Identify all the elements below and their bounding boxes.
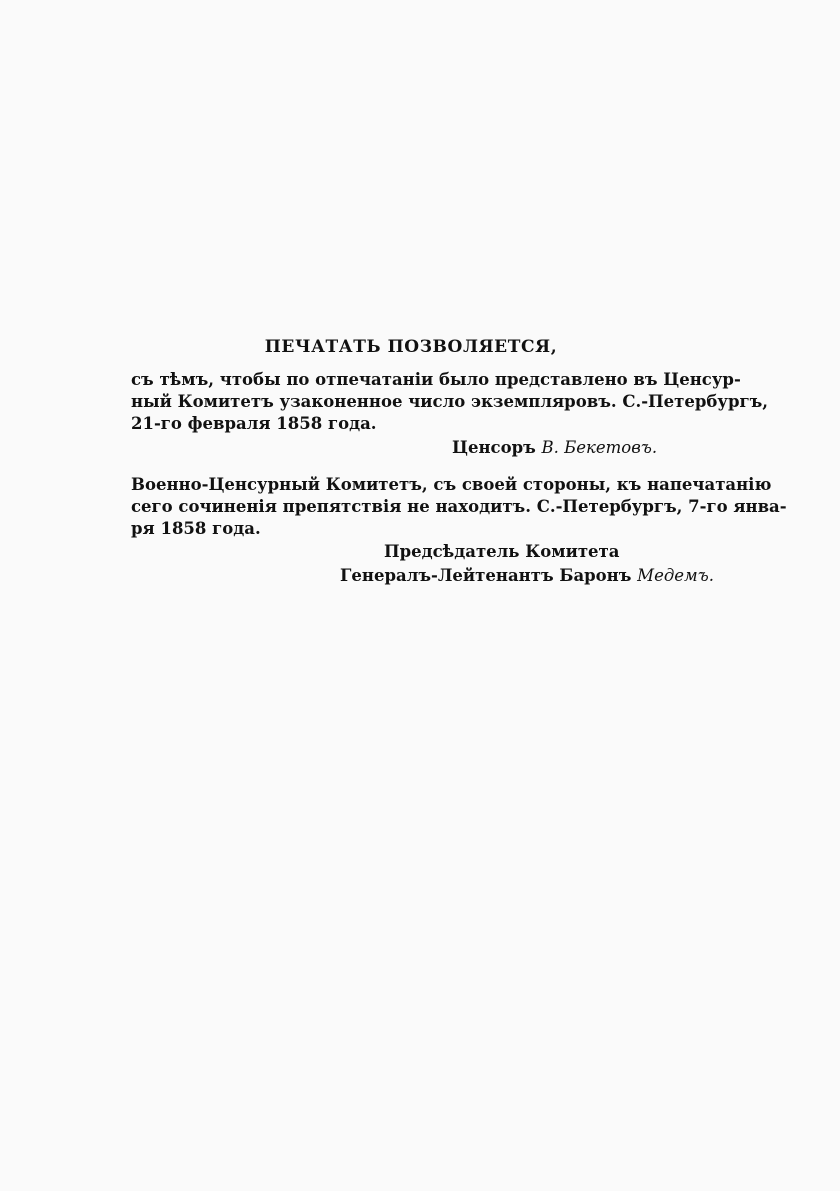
paragraph-line: ря 1858 года. — [131, 519, 261, 538]
paragraph-line: Военно-Ценсурный Комитетъ, съ своей стороны, къ напечатанію — [131, 475, 772, 494]
censor-name: В. Бекетовъ. — [541, 438, 658, 457]
censor-title: Ценсоръ — [452, 438, 536, 457]
censor-permission-paragraph — [131, 369, 769, 435]
chairman-signature — [340, 566, 714, 585]
chairman-name: Медемъ. — [637, 566, 714, 585]
paragraph-line: сего сочиненія препятствія не находитъ. С.-Петербургъ, 7-го янва- — [131, 497, 787, 516]
chairman-rank: Генералъ-Лейтенантъ Баронъ — [340, 566, 632, 585]
censor-signature — [452, 438, 657, 457]
paragraph-line: ный Комитетъ узаконенное число экземпляровъ. С.-Петербургъ, — [131, 392, 769, 411]
paragraph-line: 21-го февраля 1858 года. — [131, 414, 377, 433]
imprimatur-heading: ПЕЧАТАТЬ ПОЗВОЛЯЕТСЯ, — [264, 337, 558, 357]
military-committee-paragraph — [131, 474, 787, 540]
chairman-title: Предсѣдатель Комитета — [384, 542, 620, 561]
paragraph-line: съ тѣмъ, чтобы по отпечатаніи было представлено въ Ценсур- — [131, 370, 741, 389]
